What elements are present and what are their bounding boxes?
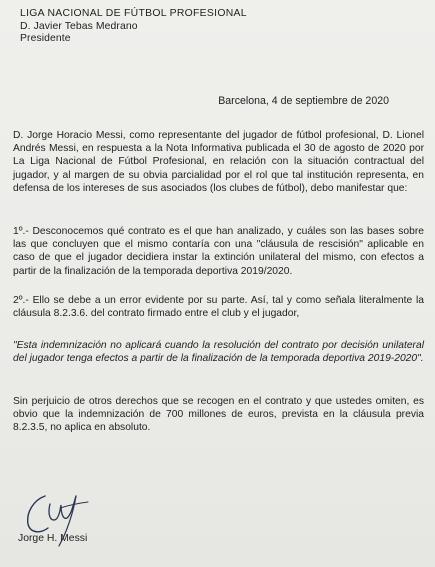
recipient-organization: LIGA NACIONAL DE FÚTBOL PROFESIONAL [20,8,247,19]
letter-date: Barcelona, 4 de septiembre de 2020 [218,95,389,107]
intro-paragraph: D. Jorge Horacio Messi, como representante del jugador de fútbol profesional, D. Lionel Andrés Messi, en respuesta a la Nota Informativa publicada el 30 de agosto de 2020 por La Liga Nacional de Fútbol Profesional, en relación con la situación contractual del jugador, y al margen de su obvia parcialidad por el rol que tal institución representa, en defensa de los intereses de sus asociados (los clubes de fútbol), debo manifestar que: [13,130,424,194]
recipient-name: D. Javier Tebas Medrano [20,20,138,32]
contract-quote: "Esta indemnización no aplicará cuando la resolución del contrato por decisión unilateral del jugador tenga efectos a partir de la finalización de la temporada deportiva 2019-2020". [13,340,424,365]
point-2-paragraph: 2º.- Ello se debe a un error evidente por su parte. Así, tal y como señala literalmente la cláusula 8.2.3.6. del contrato firmado entre el club y el jugador, [13,295,424,320]
closing-paragraph: Sin perjuicio de otros derechos que se recogen en el contrato y que ustedes omiten, es obvio que la indemnización de 700 millones de euros, prevista en la cláusula previa 8.2.3.5, no aplica en absoluto. [13,396,424,434]
recipient-role: Presidente [20,33,71,45]
recipient-block [20,8,247,46]
point-1-paragraph: 1º.- Desconocemos qué contrato es el que han analizado, y cuáles son las bases sobre las que concluyen que el mismo contaría con una "cláusula de rescisión" aplicable en caso de que el jugador decidiera instar la extinción unilateral del mismo, con efectos a partir de la finalización de la temporada deportiva 2019/2020. [13,226,424,277]
signer-name: Jorge H. Messi [18,533,88,544]
